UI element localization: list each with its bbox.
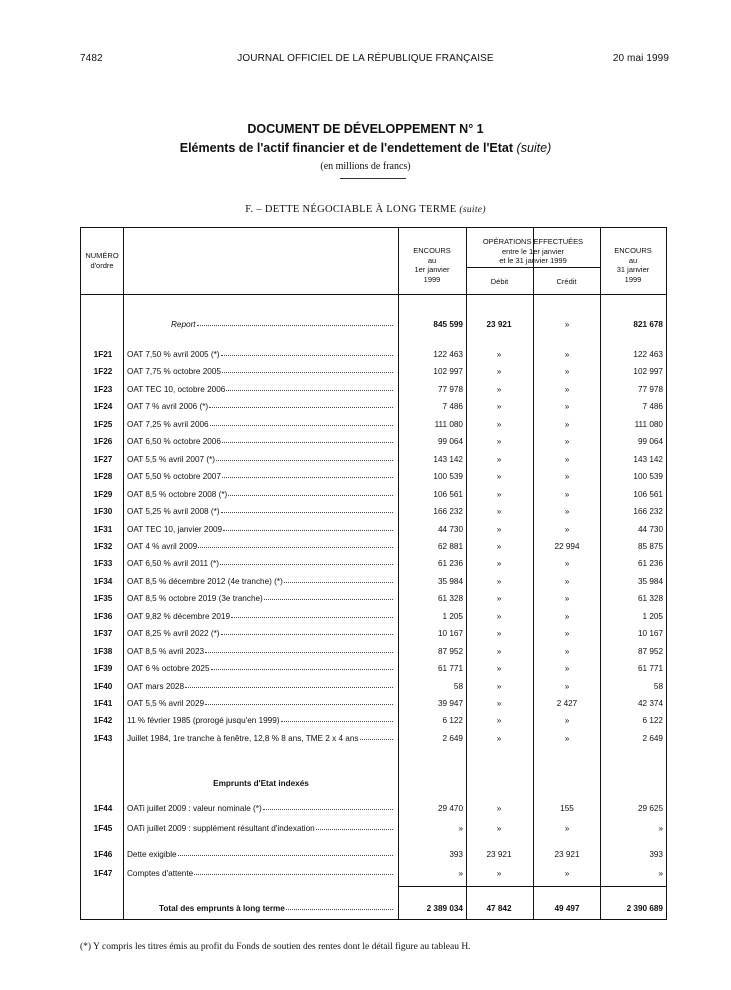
row-encours-debut: 58: [453, 681, 463, 691]
row-encours-fin: 7 486: [642, 402, 663, 412]
row-encours-fin: 29 625: [637, 804, 663, 813]
row-credit: »: [564, 733, 570, 743]
row-code: 1F35: [93, 594, 113, 604]
table-row: [81, 629, 668, 646]
table-row: [81, 577, 668, 594]
header-encours-fin-3: 31 janvier: [616, 265, 650, 274]
row-debit: »: [496, 559, 502, 569]
row-label-wrap: [127, 455, 395, 464]
row-label: OAT TEC 10, janvier 2009: [127, 524, 223, 534]
publication-date: 20 mai 1999: [612, 53, 669, 64]
row-credit: »: [564, 559, 570, 569]
row-debit: »: [496, 489, 502, 499]
row-encours-fin: 44 730: [637, 524, 663, 534]
row-debit: »: [496, 868, 502, 878]
leader-dots: [216, 455, 393, 461]
row-label-wrap: [127, 402, 395, 411]
report-label: Report: [171, 320, 196, 329]
row-encours-fin: 166 232: [633, 507, 663, 517]
leader-dots: [210, 420, 393, 426]
total-label-wrap: [127, 904, 395, 913]
header-encours-debut: [398, 246, 466, 284]
row-label-wrap: [127, 734, 395, 743]
page-number: 7482: [80, 53, 103, 64]
leader-dots: [284, 577, 393, 583]
leader-dots: [316, 824, 393, 830]
table-row: [81, 612, 668, 629]
report-encours-fin: 821 678: [633, 320, 663, 329]
row-credit: »: [564, 489, 570, 499]
row-label: OAT 6 % octobre 2025: [127, 664, 210, 674]
leader-dots: [222, 437, 393, 443]
row-encours-fin: 111 080: [634, 419, 663, 429]
header-encours-fin: [600, 246, 666, 284]
row-debit: »: [496, 576, 502, 586]
unit-note: (en millions de francs): [320, 161, 411, 172]
row-encours-fin: 35 984: [637, 576, 663, 586]
leader-dots: [281, 716, 393, 722]
table-row: [81, 525, 668, 542]
table-row: [81, 804, 668, 821]
row-label-wrap: [127, 385, 395, 394]
row-label-wrap: [127, 629, 395, 638]
row-credit: »: [564, 823, 570, 833]
table-row: [81, 559, 668, 576]
row-encours-debut: 393: [449, 850, 463, 859]
header-rule: [81, 294, 666, 295]
table-row: [81, 716, 668, 733]
row-debit: »: [496, 454, 502, 464]
row-label-wrap: [127, 542, 395, 551]
row-debit: »: [496, 611, 502, 621]
row-credit: 155: [560, 804, 574, 813]
leader-dots: [228, 490, 393, 496]
row-encours-fin: »: [658, 868, 663, 878]
leader-dots: [194, 869, 393, 875]
header-encours-debut-3: 1er janvier: [414, 265, 450, 274]
row-code: 1F37: [93, 629, 113, 639]
row-label-wrap: [127, 612, 395, 621]
leader-dots: [220, 559, 393, 565]
row-encours-debut: 44 730: [437, 524, 463, 534]
row-label: OAT 7,50 % avril 2005 (*): [127, 350, 220, 359]
row-label-wrap: [127, 850, 395, 859]
indexed-heading: Emprunts d'Etat indexés: [213, 779, 309, 788]
row-code: 1F44: [93, 804, 113, 813]
row-encours-debut: »: [458, 823, 463, 833]
row-credit: »: [564, 437, 570, 447]
row-code: 1F33: [93, 559, 113, 569]
row-encours-debut: 2 649: [442, 733, 463, 743]
row-label: OAT 5,50 % octobre 2007: [127, 472, 221, 482]
row-encours-debut: 61 328: [437, 594, 463, 604]
row-encours-debut: 166 232: [433, 507, 463, 517]
indexed-heading-row: [81, 779, 668, 796]
leader-dots: [223, 525, 393, 531]
document-title: DOCUMENT DE DÉVELOPPEMENT N° 1: [247, 122, 484, 136]
table-row: [81, 594, 668, 611]
row-encours-debut: 99 064: [437, 437, 463, 447]
row-encours-debut: 122 463: [433, 350, 463, 359]
row-encours-fin: 85 875: [637, 541, 663, 551]
document-subtitle-suite: (suite): [516, 141, 552, 155]
row-code: 1F40: [93, 681, 113, 691]
document-subtitle: [0, 141, 731, 155]
row-encours-fin: 393: [649, 850, 663, 859]
row-encours-debut: 100 539: [433, 472, 463, 482]
table-row: [81, 507, 668, 524]
header-numero-2: d'ordre: [90, 260, 114, 270]
header-subrule: [466, 267, 600, 268]
row-label: OAT 8,5 % avril 2023: [127, 646, 205, 656]
row-encours-debut: 35 984: [437, 576, 463, 586]
row-credit: 22 994: [554, 541, 580, 551]
row-code: 1F29: [93, 489, 113, 499]
row-code: 1F38: [93, 646, 113, 656]
row-encours-debut: 143 142: [433, 454, 463, 464]
row-encours-debut: 29 470: [437, 804, 463, 813]
table-row: [81, 824, 668, 841]
row-code: 1F23: [93, 384, 113, 394]
header-operations-1: OPÉRATIONS EFFECTUÉES: [482, 237, 584, 246]
row-credit: »: [564, 402, 570, 412]
row-label-wrap: [127, 490, 395, 499]
table-row: [81, 402, 668, 419]
row-encours-fin: »: [658, 823, 663, 833]
row-credit: »: [564, 507, 570, 517]
leader-dots: [221, 350, 393, 356]
row-encours-debut: 102 997: [433, 367, 463, 377]
report-debit: 23 921: [486, 320, 512, 329]
header-operations-2: entre le 1er janvier: [501, 246, 565, 256]
leader-dots: [360, 734, 393, 740]
leader-dots: [263, 804, 393, 810]
row-label-wrap: [127, 699, 395, 708]
row-label: OAT 8,5 % décembre 2012 (4e tranche) (*): [127, 576, 283, 586]
leader-dots: [221, 629, 393, 635]
row-credit: »: [564, 576, 570, 586]
header-encours-debut-4: 1999: [423, 274, 441, 284]
row-encours-fin: 61 771: [637, 664, 663, 674]
total-debit: 47 842: [486, 904, 512, 913]
table-row: [81, 734, 668, 751]
row-encours-debut: 7 486: [442, 402, 463, 412]
row-label: OAT 5,25 % avril 2008 (*): [127, 507, 220, 517]
row-code: 1F45: [93, 823, 113, 833]
section-title: [0, 204, 731, 215]
leader-dots: [286, 904, 393, 910]
row-label-wrap: [127, 869, 395, 878]
leader-dots: [231, 612, 393, 618]
row-code: 1F34: [93, 576, 113, 586]
row-credit: 2 427: [556, 699, 578, 708]
row-encours-debut: 61 236: [437, 559, 463, 569]
leader-dots: [205, 699, 393, 705]
row-debit: »: [496, 681, 502, 691]
row-label: OAT 6,50 % avril 2011 (*): [127, 559, 219, 569]
row-debit: »: [496, 419, 502, 429]
total-label: Total des emprunts à long terme: [159, 904, 285, 913]
row-label: OAT 7,75 % octobre 2005: [127, 367, 221, 377]
row-label-wrap: [127, 577, 395, 586]
row-code: 1F32: [93, 541, 113, 551]
row-label-wrap: [127, 525, 395, 534]
row-debit: »: [496, 629, 502, 639]
row-debit: »: [496, 507, 502, 517]
row-code: 1F30: [93, 507, 113, 517]
row-label: OAT 7,25 % avril 2006: [127, 419, 209, 429]
row-label: OAT 9,82 % décembre 2019: [127, 611, 231, 621]
row-label: OAT 8,5 % octobre 2008 (*): [127, 489, 228, 499]
row-label-wrap: [127, 367, 395, 376]
row-encours-fin: 77 978: [637, 384, 663, 394]
row-encours-fin: 61 328: [637, 594, 663, 604]
leader-dots: [226, 385, 393, 391]
leader-dots: [197, 320, 393, 326]
row-label-wrap: [127, 594, 395, 603]
row-encours-debut: 1 205: [442, 611, 463, 621]
total-rule: [398, 886, 666, 887]
total-encours-fin: 2 390 689: [626, 904, 663, 913]
row-encours-debut: 106 561: [433, 489, 463, 499]
row-encours-fin: 10 167: [637, 629, 663, 639]
header-encours-fin-1: ENCOURS: [614, 246, 652, 255]
row-encours-debut: 6 122: [442, 716, 463, 726]
table-row: [81, 542, 668, 559]
row-label: Comptes d'attente: [127, 868, 194, 878]
row-encours-debut: 87 952: [437, 646, 463, 656]
table-row: [81, 367, 668, 384]
row-code: 1F36: [93, 611, 113, 621]
row-label: OAT 8,25 % avril 2022 (*): [127, 629, 220, 639]
row-label: OAT 8,5 % octobre 2019 (3e tranche): [127, 594, 263, 604]
row-label-wrap: [127, 804, 395, 813]
leader-dots: [222, 367, 393, 373]
row-encours-fin: 58: [653, 681, 663, 691]
row-encours-fin: 143 142: [633, 454, 663, 464]
row-credit: »: [564, 472, 570, 482]
row-encours-debut: 62 881: [437, 541, 463, 551]
row-encours-fin: 6 122: [642, 716, 663, 726]
row-label: OATi juillet 2009 : supplément résultant d'indexation: [127, 823, 315, 833]
row-debit: »: [496, 437, 502, 447]
row-credit: »: [564, 384, 570, 394]
row-code: 1F43: [93, 733, 113, 743]
row-code: 1F39: [93, 664, 113, 674]
row-label: Juillet 1984, 1re tranche à fenêtre, 12,8 % 8 ans, TME 2 x 4 ans: [127, 733, 359, 743]
row-label: OAT TEC 10, octobre 2006: [127, 384, 226, 394]
row-debit: »: [496, 664, 502, 674]
header-encours-debut-1: ENCOURS: [413, 246, 451, 255]
total-credit: 49 497: [554, 904, 580, 913]
row-encours-fin: 42 374: [637, 699, 663, 708]
row-label: OATi juillet 2009 : valeur nominale (*): [127, 804, 262, 813]
table-row: [81, 682, 668, 699]
row-label-wrap: [127, 559, 395, 568]
row-credit: »: [564, 716, 570, 726]
row-code: 1F31: [93, 524, 113, 534]
row-code: 1F28: [93, 472, 113, 482]
row-debit: »: [496, 367, 502, 377]
report-row: [81, 320, 668, 337]
row-debit: »: [496, 524, 502, 534]
row-credit: 23 921: [554, 850, 580, 859]
section-title-text: F. – DETTE NÉGOCIABLE À LONG TERME: [245, 204, 457, 215]
report-label-wrap: [127, 320, 395, 329]
row-code: 1F21: [93, 350, 113, 359]
row-label-wrap: [127, 420, 395, 429]
row-encours-fin: 99 064: [637, 437, 663, 447]
row-credit: »: [564, 454, 570, 464]
row-debit: »: [496, 716, 502, 726]
row-encours-fin: 61 236: [637, 559, 663, 569]
row-label: OAT 7 % avril 2006 (*): [127, 402, 209, 412]
row-code: 1F41: [93, 699, 113, 708]
row-credit: »: [564, 611, 570, 621]
table-row: [81, 350, 668, 367]
header-numero-1: NUMÉRO: [85, 251, 119, 260]
debt-table: [80, 227, 667, 920]
journal-title: JOURNAL OFFICIEL DE LA RÉPUBLIQUE FRANÇAISE: [237, 53, 494, 64]
table-row: [81, 437, 668, 454]
row-debit: »: [496, 472, 502, 482]
row-code: 1F24: [93, 402, 113, 412]
row-label-wrap: [127, 716, 395, 725]
row-credit: »: [564, 646, 570, 656]
header-operations: [466, 237, 600, 266]
row-debit: »: [496, 646, 502, 656]
section-title-suite: (suite): [459, 205, 486, 215]
row-debit: »: [496, 823, 502, 833]
row-debit: »: [496, 350, 502, 359]
table-row: [81, 647, 668, 664]
report-credit: »: [564, 320, 570, 329]
row-credit: »: [564, 419, 570, 429]
header-encours-fin-2: au: [628, 255, 638, 265]
leader-dots: [221, 507, 393, 513]
row-debit: »: [496, 402, 502, 412]
row-code: 1F42: [93, 716, 113, 726]
document-subtitle-text: Eléments de l'actif financier et de l'endettement de l'Etat: [179, 141, 514, 155]
row-encours-fin: 2 649: [642, 733, 663, 743]
leader-dots: [211, 664, 393, 670]
leader-dots: [205, 647, 393, 653]
row-code: 1F26: [93, 437, 113, 447]
row-credit: »: [564, 664, 570, 674]
row-label: OAT 6,50 % octobre 2006: [127, 437, 221, 447]
row-encours-debut: »: [458, 868, 463, 878]
row-code: 1F27: [93, 454, 113, 464]
row-credit: »: [564, 629, 570, 639]
table-row: [81, 850, 668, 867]
row-debit: »: [496, 541, 502, 551]
row-code: 1F25: [93, 419, 113, 429]
row-encours-debut: 77 978: [437, 384, 463, 394]
table-row: [81, 385, 668, 402]
table-row: [81, 455, 668, 472]
row-label: OAT 5,5 % avril 2029: [127, 699, 205, 708]
row-label: Dette exigible: [127, 850, 177, 859]
row-credit: »: [564, 594, 570, 604]
row-label: 11 % février 1985 (prorogé jusqu'en 1999): [127, 716, 280, 726]
row-code: 1F22: [93, 367, 113, 377]
report-encours-debut: 845 599: [433, 320, 463, 329]
row-encours-debut: 111 080: [434, 419, 463, 429]
row-debit: »: [496, 804, 502, 813]
row-code: 1F46: [93, 850, 113, 859]
row-label: OAT 4 % avril 2009: [127, 541, 198, 551]
header-credit: Crédit: [556, 277, 577, 286]
header-encours-debut-2: au: [427, 255, 437, 265]
row-encours-fin: 87 952: [637, 646, 663, 656]
leader-dots: [198, 542, 393, 548]
row-debit: »: [496, 733, 502, 743]
table-row: [81, 472, 668, 489]
row-label: OAT 5,5 % avril 2007 (*): [127, 454, 215, 464]
table-row: [81, 490, 668, 507]
leader-dots: [185, 682, 393, 688]
leader-dots: [209, 402, 393, 408]
row-label: OAT mars 2028: [127, 681, 185, 691]
row-encours-fin: 100 539: [633, 472, 663, 482]
row-debit: »: [496, 594, 502, 604]
row-encours-debut: 10 167: [437, 629, 463, 639]
row-encours-fin: 122 463: [633, 350, 663, 359]
row-label-wrap: [127, 647, 395, 656]
leader-dots: [222, 472, 393, 478]
row-label-wrap: [127, 437, 395, 446]
row-encours-fin: 1 205: [642, 611, 663, 621]
row-label-wrap: [127, 664, 395, 673]
row-credit: »: [564, 681, 570, 691]
row-credit: »: [564, 524, 570, 534]
leader-dots: [178, 850, 393, 856]
table-row: [81, 869, 668, 886]
table-row: [81, 664, 668, 681]
row-label-wrap: [127, 824, 395, 833]
row-encours-fin: 106 561: [633, 489, 663, 499]
row-code: 1F47: [93, 868, 113, 878]
row-credit: »: [564, 868, 570, 878]
row-credit: »: [564, 350, 570, 359]
table-row: [81, 699, 668, 716]
total-row: [81, 904, 668, 921]
header-encours-fin-4: 1999: [624, 274, 642, 284]
header-debit: Débit: [490, 277, 509, 286]
row-label-wrap: [127, 350, 395, 359]
header-numero: [81, 251, 123, 270]
row-encours-debut: 39 947: [437, 699, 463, 708]
row-encours-fin: 102 997: [633, 367, 663, 377]
table-row: [81, 420, 668, 437]
row-debit: »: [496, 384, 502, 394]
row-label-wrap: [127, 507, 395, 516]
footnote: (*) Y compris les titres émis au profit du Fonds de soutien des rentes dont le détail figure au tableau H.: [80, 942, 471, 952]
row-encours-debut: 61 771: [437, 664, 463, 674]
row-label-wrap: [127, 472, 395, 481]
row-debit: »: [496, 699, 502, 708]
row-debit: 23 921: [486, 850, 512, 859]
row-label-wrap: [127, 682, 395, 691]
leader-dots: [264, 594, 393, 600]
row-credit: »: [564, 367, 570, 377]
total-encours-debut: 2 389 034: [426, 904, 463, 913]
title-rule: [340, 178, 406, 179]
header-operations-3: et le 31 janvier 1999: [499, 256, 567, 265]
